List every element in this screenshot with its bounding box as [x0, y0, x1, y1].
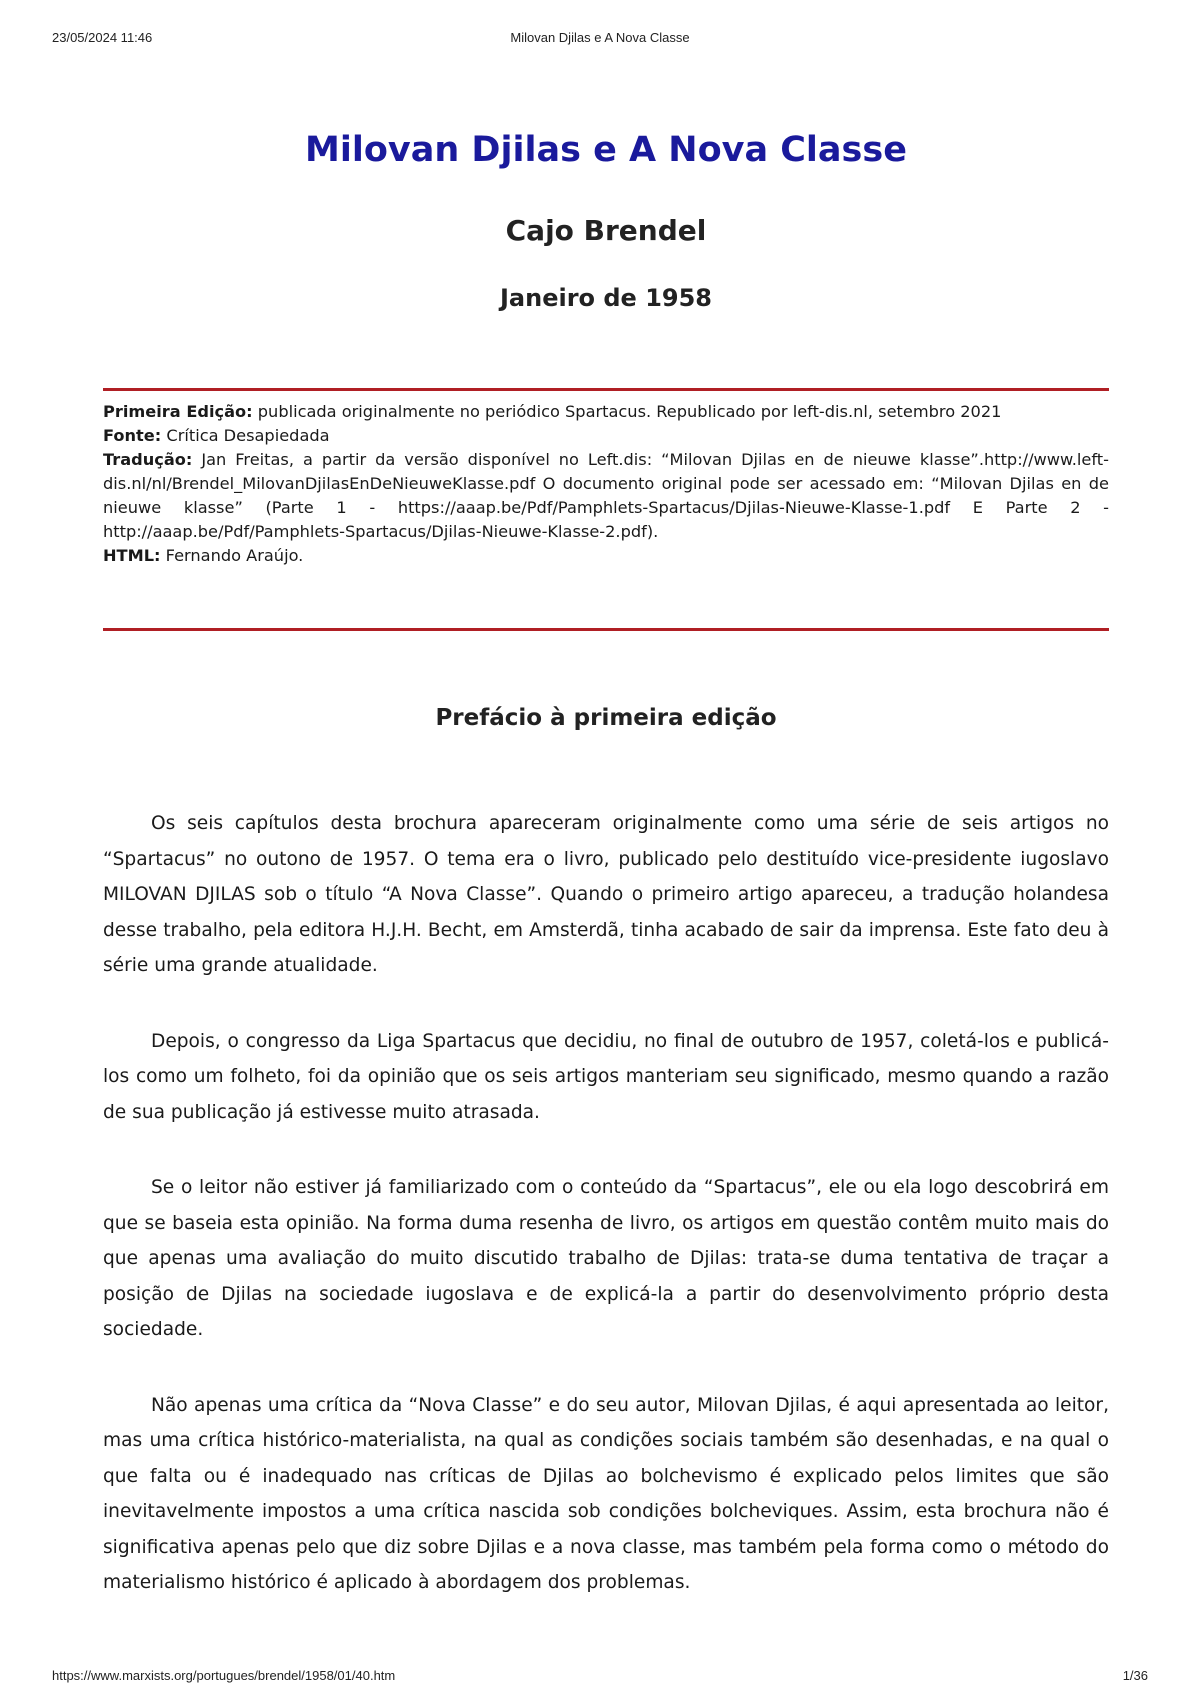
info-primeira-edicao [103, 400, 1109, 424]
info-label: HTML: [103, 546, 161, 565]
body-paragraph: Depois, o congresso da Liga Spartacus que decidiu, no final de outubro de 1957, coletá-los e publicá-los como um folheto, foi da opinião que os seis artigos manteriam seu significado, mesmo quando a razão de sua publicação já estivesse muito atrasada. [103, 1030, 1109, 1123]
info-label: Primeira Edição: [103, 402, 253, 421]
info-value: Jan Freitas, a partir da versão disponível no Left.dis: “Milovan Djilas en de nieuwe klasse”.http://www.left-dis.nl/nl/Brendel_MilovanDjilasEnDeNieuweKlasse.pdf O documento original pode ser acessado em: “Milovan Djilas en de nieuwe klasse” (Parte 1 - https://aaap.be/Pdf/Pamphlets-Spartacus/Djilas-Nieuwe-Klasse-1.pdf E Parte 2 - http://aaap.be/Pdf/Pamphlets-Spartacus/Djilas-Nieuwe-Klasse-2.pdf). [103, 450, 1109, 541]
body-paragraph: Não apenas uma crítica da “Nova Classe” e do seu autor, Milovan Djilas, é aqui apresentada ao leitor, mas uma crítica histórico-materialista, na qual as condições sociais também são desenhadas, e na qual o que falta ou é inadequado nas críticas de Djilas ao bolchevismo é explicado pelos limites que são inevitavelmente impostos a uma crítica nascida sob condições bolcheviques. Assim, esta brochura não é significativa apenas pelo que diz sobre Djilas e a nova classe, mas também pela forma como o método do materialismo histórico é aplicado à abordagem dos problemas. [103, 1394, 1109, 1593]
print-url: https://www.marxists.org/portugues/brendel/1958/01/40.htm [52, 1668, 396, 1683]
print-page-number: 1/36 [1122, 1668, 1148, 1683]
document-author: Cajo Brendel [505, 214, 707, 247]
print-footer [52, 1668, 1148, 1686]
section-title: Prefácio à primeira edição [435, 705, 777, 731]
body-paragraph: Se o leitor não estiver já familiarizado com o conteúdo da “Spartacus”, ele ou ela logo descobrirá em que se baseia esta opinião. Na forma duma resenha de livro, os artigos em questão contêm muito mais do que apenas uma avaliação do muito discutido trabalho de Djilas: trata-se duma tentativa de traçar a posição de Djilas na sociedade iugoslava e de explicá-la a partir do desenvolvimento próprio desta sociedade. [103, 1177, 1109, 1340]
document-title: Milovan Djilas e A Nova Classe [305, 130, 907, 170]
print-page-title: Milovan Djilas e A Nova Classe [510, 30, 690, 45]
print-header [52, 30, 1148, 48]
divider-top [103, 388, 1109, 391]
body-paragraph: Os seis capítulos desta brochura apareceram originalmente como uma série de seis artigos no “Spartacus” no outono de 1957. O tema era o livro, publicado pelo destituído vice-presidente iugoslavo MILOVAN DJILAS sob o título “A Nova Classe”. Quando o primeiro artigo apareceu, a tradução holandesa desse trabalho, pela editora H.J.H. Becht, em Amsterdã, tinha acabado de sair da imprensa. Este fato deu à série uma grande atualidade. [103, 813, 1109, 976]
publication-info [103, 400, 1109, 568]
print-datetime: 23/05/2024 11:46 [52, 30, 153, 45]
document-date: Janeiro de 1958 [499, 284, 712, 312]
info-label: Fonte: [103, 426, 162, 445]
info-value: publicada originalmente no periódico Spartacus. Republicado por left-dis.nl, setembro 2021 [252, 402, 1002, 421]
divider-bottom [103, 628, 1109, 631]
info-fonte [103, 424, 1109, 448]
info-html [103, 544, 1109, 568]
info-value: Crítica Desapiedada [161, 426, 330, 445]
info-traducao [103, 448, 1109, 544]
info-label: Tradução: [103, 450, 193, 469]
info-value: Fernando Araújo. [160, 546, 304, 565]
section-body [103, 806, 1109, 1641]
